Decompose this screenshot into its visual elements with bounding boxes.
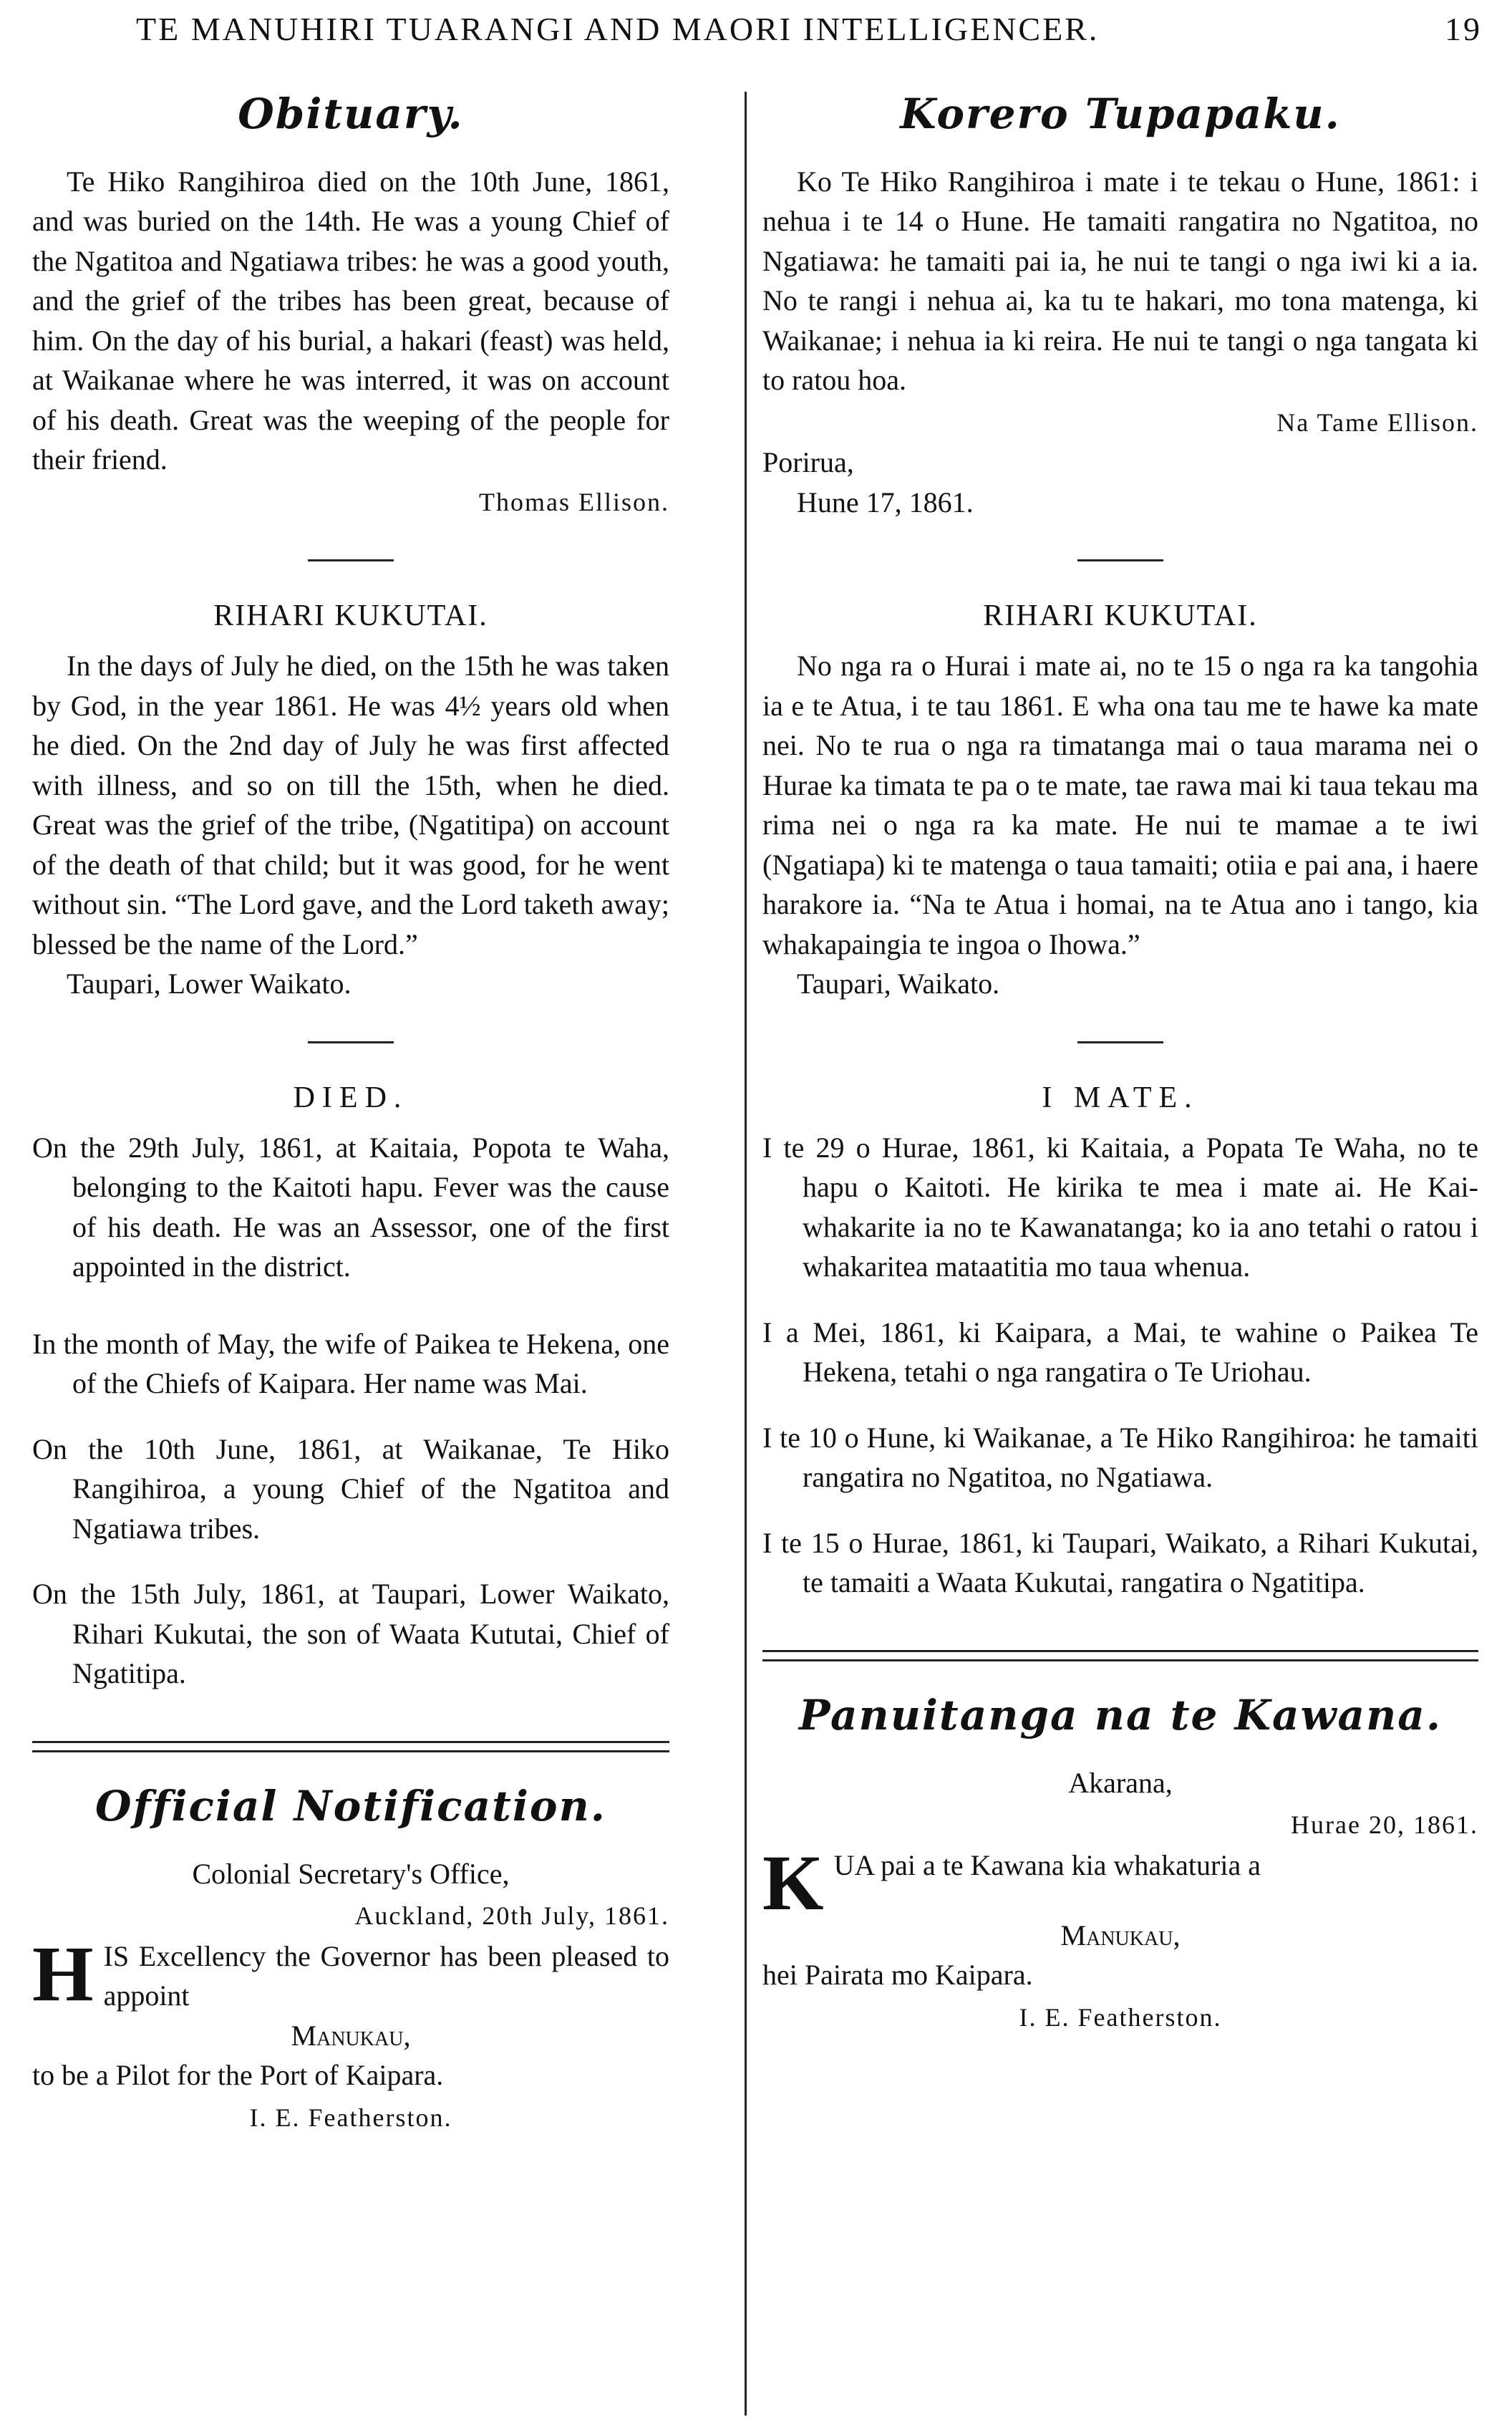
- died-entry: On the 10th June, 1861, at Waikanae, Te Hiko Rangihiroa, a young Chief of the Ngatitoa and Ngatiawa tribes.: [32, 1432, 669, 1545]
- rihari-place: Taupari, Waikato.: [797, 968, 1000, 1000]
- notice-place: Akarana,: [1068, 1766, 1173, 1799]
- notice-body-para: [32, 1929, 669, 2017]
- drop-cap: K: [762, 1838, 824, 1926]
- died-heading: DIED.: [293, 1081, 409, 1114]
- section-rule: [308, 559, 394, 561]
- notice-date: Hurae 20, 1861.: [1291, 1810, 1478, 1840]
- died-entry: I a Mei, 1861, ki Kaipara, a Mai, te wahine o Paikea Te Hekena, tetahi o nga rangatira o Te Uriohau.: [762, 1316, 1478, 1389]
- running-title: TE MANUHIRI TUARANGI AND MAORI INTELLIGENCER.: [136, 11, 1100, 47]
- rihari-place: Taupari, Lower Waikato.: [67, 968, 352, 1000]
- obituary-text: Ko Te Hiko Rangihiroa i mate i te tekau o Hune, 1861: i nehua i te 14 o Hune. He tamaiti rangatira no Ngatitoa, no Ngatiawa: he tamaiti pai ia, he nui te tangi o nga iwi ki a ia. No te rangi i nehua ai, ka tu te hakari, mo tona matenga, ki Waikanae; i nehua ia ki reira. He nui te tangi o nga tangata ki to ratou hoa.: [762, 165, 1478, 397]
- notice-tail: to be a Pilot for the Port of Kaipara.: [32, 2059, 444, 2092]
- notice-heading: Official Notification.: [95, 1781, 606, 1830]
- died-entry: On the 29th July, 1861, at Kaitaia, Popota te Waha, belonging to the Kaitoti hapu. Fever was the cause of his death. He was an Assessor, one of the first appointed in the district.: [32, 1131, 669, 1283]
- page-number: 19: [1445, 11, 1482, 47]
- section-rule: [308, 1041, 394, 1043]
- notice-name: Manukau,: [1060, 1919, 1181, 1951]
- notice-signature: I. E. Featherston.: [1019, 2002, 1222, 2032]
- notice-body: UA pai a te Kawana kia whakaturia a: [833, 1848, 1261, 1881]
- notice-date: Auckland, 20th July, 1861.: [354, 1901, 669, 1931]
- rihari-text: No nga ra o Hurai i mate ai, no te 15 o nga ra ka tangohia ia e te Atua, i te tau 1861. E wha ona tau me te hawe ka mate nei. No te rua o nga ra timatanga mai o taua marama nei o Hurae ka timata te pa o te mate, tae rawa mai ki taua tekau ma rima nei o nga ra ka mate. He nui te mamae a te iwi (Ngatiapa) ki te matenga o taua tamaiti; otiia e pai ana, i haere harakore ia. “Na te Atua i homai, na te Atua ano i tango, kia whakapaingia te ingoa o Ihowa.”: [762, 650, 1478, 960]
- notice-name: Manukau,: [291, 2019, 411, 2052]
- obituary-text: Te Hiko Rangihiroa died on the 10th June, 1861, and was buried on the 14th. He was a young Chief of the Ngatitoa and Ngatiawa tribes: he was a good youth, and the grief of the tribes has been great, because of him. On the day of his burial, a hakari (feast) was held, at Waikanae where he was interred, it was on account of his death. Great was the weeping of the people for their friend.: [32, 165, 669, 476]
- column-divider: [745, 92, 747, 2416]
- rihari-heading: RIHARI KUKUTAI.: [983, 599, 1258, 633]
- obituary-signature: Na Tame Ellison.: [1276, 407, 1478, 437]
- notice-office: Colonial Secretary's Office,: [192, 1857, 510, 1890]
- section-rule: [1077, 559, 1163, 561]
- notice-heading: Panuitanga na te Kawana.: [798, 1690, 1443, 1740]
- double-rule: [762, 1650, 1478, 1661]
- section-rule: [1077, 1041, 1163, 1043]
- died-entry: I te 29 o Hurae, 1861, ki Kaitaia, a Popata Te Waha, no te hapu o Kaitoti. He kirika te mea i mate ai. He Kai-whakarite ia no te Kawanatanga; ko ia ano tetahi o ratou i whakaritea mataatitia mo taua whenua.: [762, 1131, 1478, 1283]
- died-entry: I te 10 o Hune, ki Waikanae, a Te Hiko Rangihiroa: he tamaiti rangatira no Ngatitoa, no Ngatiawa.: [762, 1421, 1478, 1494]
- obituary-place: Porirua,: [762, 446, 854, 479]
- maori-column: [762, 92, 1478, 2037]
- obituary-signature: Thomas Ellison.: [479, 487, 669, 516]
- notice-body-para: [762, 1838, 1478, 1926]
- obituary-heading: Obituary.: [238, 90, 464, 138]
- obituary-date: Hune 17, 1861.: [797, 486, 974, 518]
- died-entry: I te 15 o Hurae, 1861, ki Taupari, Waikato, a Rihari Kukutai, te tamaiti a Waata Kukutai, rangatira o Ngatitipa.: [762, 1526, 1478, 1599]
- died-entry: In the month of May, the wife of Paikea te Hekena, one of the Chiefs of Kaipara. Her name was Mai.: [32, 1327, 669, 1400]
- obituary-heading: Korero Tupapaku.: [900, 90, 1341, 138]
- double-rule: [32, 1741, 669, 1752]
- running-header: [136, 10, 1482, 60]
- notice-body: IS Excellency the Governor has been pleased to appoint: [103, 1939, 669, 2012]
- died-entry: On the 15th July, 1861, at Taupari, Lower Waikato, Rihari Kukutai, the son of Waata Kututai, Chief of Ngatitipa.: [32, 1578, 669, 1690]
- drop-cap: H: [32, 1929, 94, 2017]
- died-heading: I MATE.: [1042, 1081, 1199, 1114]
- rihari-heading: RIHARI KUKUTAI.: [213, 599, 488, 633]
- notice-tail: hei Pairata mo Kaipara.: [762, 1959, 1033, 1992]
- english-column: [32, 92, 669, 2138]
- notice-signature: I. E. Featherston.: [249, 2103, 452, 2132]
- rihari-text: In the days of July he died, on the 15th he was taken by God, in the year 1861. He was 4½ years old when he died. On the 2nd day of July he was first affected with illness, and so on till the 15th, when he died. Great was the grief of the tribe, (Ngatitipa) on account of the death of that child; but it was good, for he went without sin. “The Lord gave, and the Lord taketh away; blessed be the name of the Lord.”: [32, 650, 669, 960]
